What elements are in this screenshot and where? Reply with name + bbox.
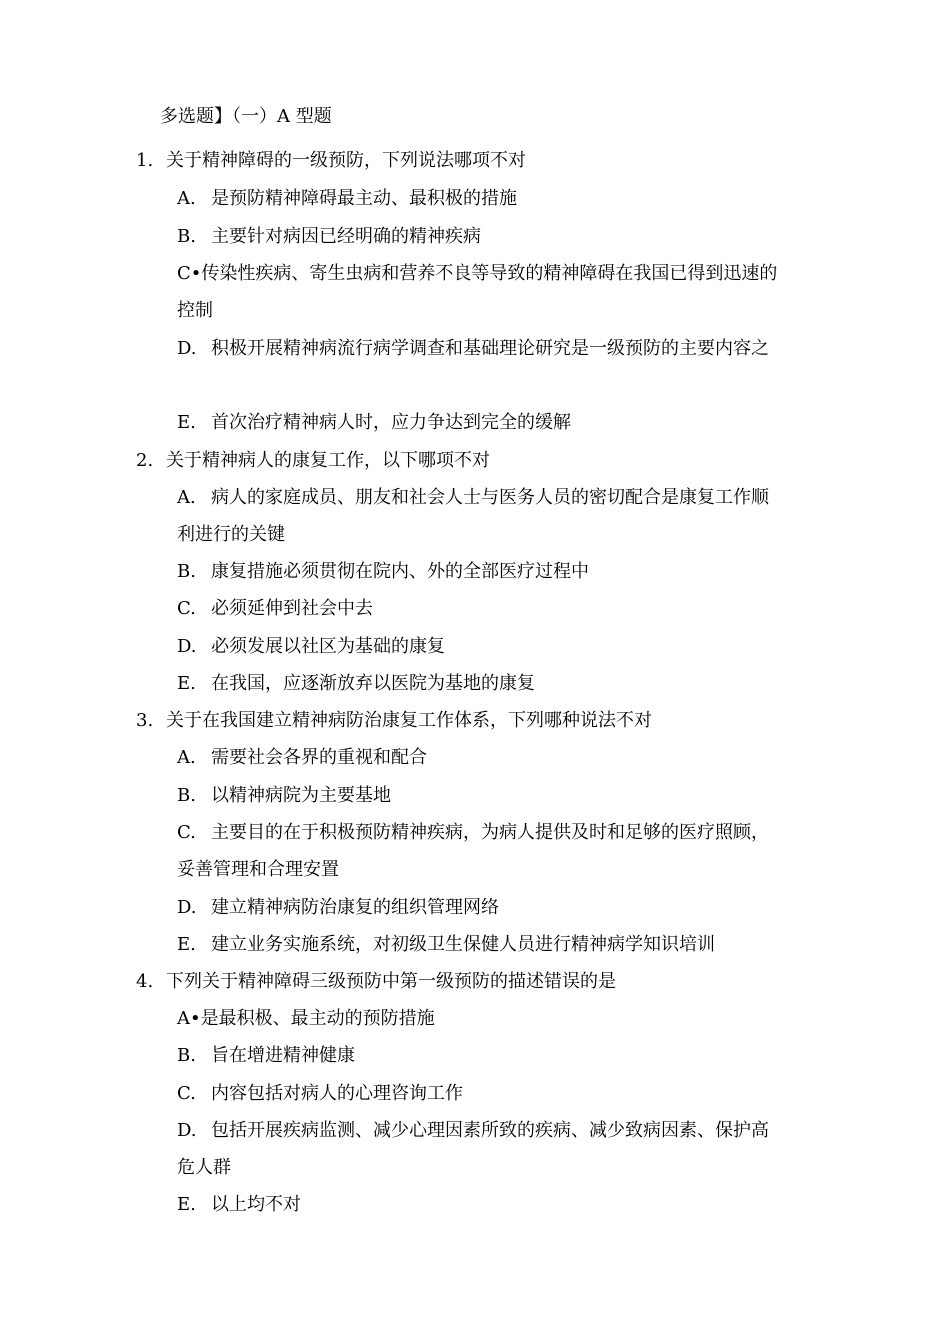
option-text: 以上均不对 [211,1194,301,1215]
option-key: B. [177,561,196,582]
question-text: 下列关于精神障碍三级预防中第一级预防的描述错误的是 [166,971,616,992]
option-3a [177,747,427,769]
option-2a [177,487,769,509]
question-number: 3. [136,710,154,731]
option-2c [177,598,373,620]
option-key: B. [177,785,196,806]
question-number: 2. [136,450,154,471]
question-text: 关于在我国建立精神病防治康复工作体系，下列哪种说法不对 [166,710,652,731]
question-text: 关于精神病人的康复工作，以下哪项不对 [166,450,490,471]
option-key: D. [177,1120,197,1141]
question-4 [136,971,616,993]
option-4d [177,1120,769,1142]
option-key: E. [177,673,196,694]
question-number: 1. [136,150,154,171]
section-heading: 多选题】（一）A 型题 [160,106,332,127]
option-text: 内容包括对病人的心理咨询工作 [211,1083,463,1104]
option-key: E. [177,934,196,955]
option-text: 传染性疾病、寄生虫病和营养不良等导致的精神障碍在我国已得到迅速的 [201,263,778,284]
question-3 [136,710,652,732]
option-text: 病人的家庭成员、朋友和社会人士与医务人员的密切配合是康复工作顺 [211,487,769,508]
option-3b [177,785,391,807]
option-key: D. [177,636,197,657]
option-text: 在我国，应逐渐放弃以医院为基地的康复 [211,673,535,694]
option-3e [177,934,715,956]
option-3c [177,822,769,844]
option-2e [177,673,535,695]
question-number: 4. [136,971,154,992]
option-text: 首次治疗精神病人时，应力争达到完全的缓解 [211,412,571,433]
option-1b [177,226,481,248]
option-key: A. [177,188,196,209]
option-text: 以精神病院为主要基地 [211,785,391,806]
option-1c-continuation: 控制 [177,300,213,321]
option-text: 必须发展以社区为基础的康复 [211,636,445,657]
option-4b [177,1045,355,1067]
option-4a [177,1008,435,1030]
option-key: E. [177,1194,196,1215]
option-3d [177,897,499,919]
question-1 [136,150,526,172]
option-4c [177,1083,463,1105]
option-2a-continuation: 利进行的关键 [177,524,285,545]
option-key: C. [177,1083,196,1104]
option-key: D. [177,338,197,359]
option-text: 包括开展疾病监测、减少心理因素所致的疾病、减少致病因素、保护高 [211,1120,769,1141]
option-1a [177,188,517,210]
option-4e [177,1194,301,1216]
option-text: 康复措施必须贯彻在院内、外的全部医疗过程中 [211,561,589,582]
option-text: 建立业务实施系统，对初级卫生保健人员进行精神病学知识培训 [211,934,715,955]
option-key: C. [177,598,196,619]
option-text: 是最积极、最主动的预防措施 [200,1008,435,1029]
option-key: B. [177,1045,196,1066]
option-1d [177,338,769,360]
option-text: 旨在增进精神健康 [211,1045,355,1066]
option-1e [177,412,571,434]
option-1c [177,263,777,285]
option-text: 需要社会各界的重视和配合 [211,747,427,768]
option-text: 是预防精神障碍最主动、最积极的措施 [211,188,517,209]
option-4d-continuation: 危人群 [177,1157,231,1178]
option-key: C. [177,822,196,843]
option-2b [177,561,589,583]
option-text: 必须延伸到社会中去 [211,598,373,619]
option-key: A. [177,487,196,508]
option-text: 主要针对病因已经明确的精神疾病 [211,226,481,247]
option-key: A. [177,747,196,768]
option-key: E. [177,412,196,433]
option-key: D. [177,897,197,918]
option-key: B. [177,226,196,247]
option-key: C• [177,263,202,284]
option-text: 主要目的在于积极预防精神疾病，为病人提供及时和足够的医疗照顾， [211,822,769,843]
option-key: A• [177,1008,201,1029]
option-text: 建立精神病防治康复的组织管理网络 [211,897,499,918]
question-2 [136,450,490,472]
option-3c-continuation: 妥善管理和合理安置 [177,859,339,880]
question-text: 关于精神障碍的一级预防，下列说法哪项不对 [166,150,526,171]
option-2d [177,636,445,658]
option-text: 积极开展精神病流行病学调查和基础理论研究是一级预防的主要内容之 [211,338,769,359]
